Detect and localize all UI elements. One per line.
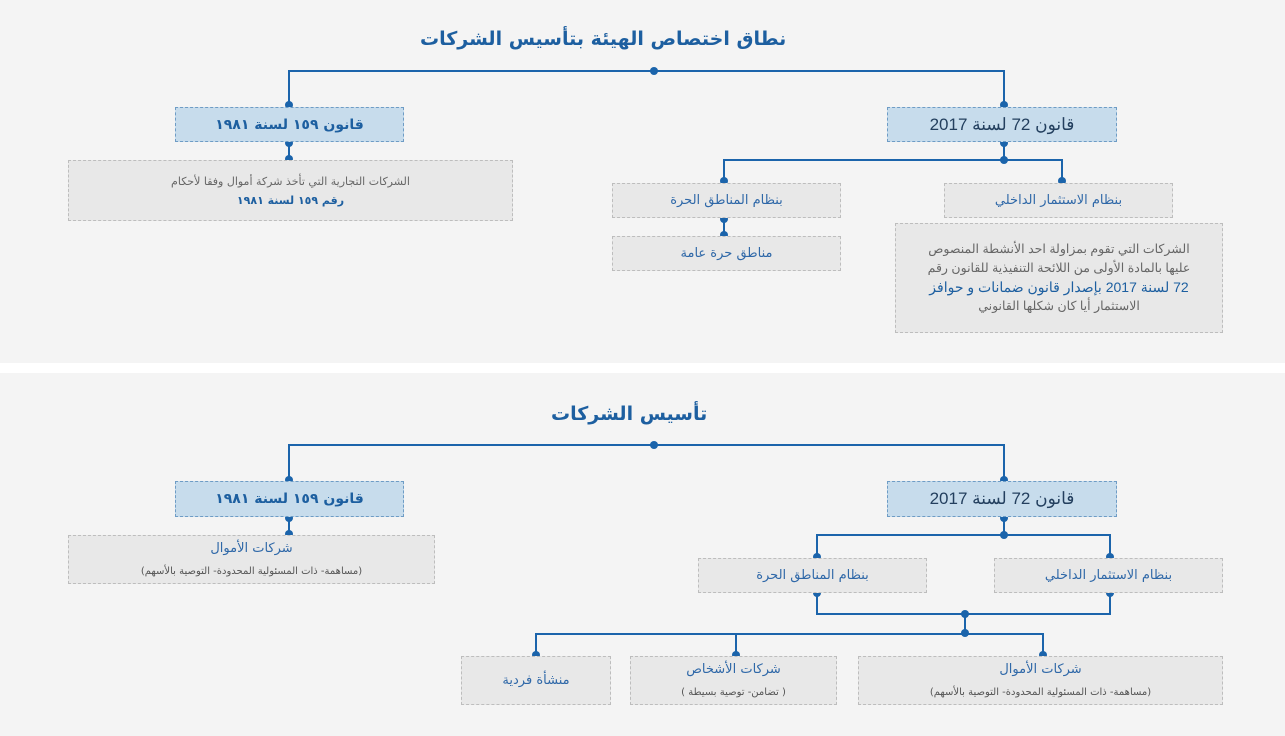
top-internal-investment-desc (895, 223, 1223, 333)
bottom-person-companies-sub: ( تضامن- توصية بسيطة ) (681, 686, 786, 698)
bottom-capital-companies-left-sub: (مساهمة- ذات المسئولية المحدودة- التوصية بالأسهم) (140, 565, 363, 577)
top-public-free-zones-node: مناطق حرة عامة (612, 236, 841, 271)
bottom-sole-establishment-node: منشأة فردية (461, 656, 611, 705)
top-internal-investment-node: بنظام الاستثمار الداخلي (944, 183, 1173, 218)
bottom-capital-companies-left (68, 535, 435, 584)
bottom-person-companies-label: شركات الأشخاص (686, 661, 781, 677)
top-law-159-desc-line2: رقم ١٥٩ لسنة ١٩٨١ (236, 193, 345, 207)
bottom-law-72-box: قانون 72 لسنة 2017 (887, 481, 1117, 517)
bottom-free-zones-node: بنظام المناطق الحرة (698, 558, 927, 593)
top-title: نطاق اختصاص الهيئة بتأسيس الشركات (420, 28, 787, 50)
top-internal-desc-line3: 72 لسنة 2017 بإصدار قانون ضمانات و حوافز (929, 279, 1189, 295)
section-divider (0, 363, 1285, 373)
top-internal-desc-line4: الاستثمار أيا كان شكلها القانوني (978, 299, 1140, 313)
top-law-159-desc-line1: الشركات التجارية التي تأخذ شركة أموال وفقا لأحكام (171, 174, 410, 188)
bottom-internal-investment-node: بنظام الاستثمار الداخلي (994, 558, 1223, 593)
bottom-capital-companies-label: شركات الأموال (999, 661, 1082, 677)
top-free-zones-node: بنظام المناطق الحرة (612, 183, 841, 218)
top-law-159-desc (68, 160, 513, 221)
top-law-72-box: قانون 72 لسنة 2017 (887, 107, 1117, 142)
top-internal-desc-line1: الشركات التي تقوم بمزاولة احد الأنشطة المنصوص (928, 242, 1190, 256)
top-internal-desc-line2-text: عليها بالمادة الأولى من اللائحة التنفيذية للقانون رقم (927, 261, 1191, 275)
bottom-capital-companies-sub: (مساهمة- ذات المسئولية المحدودة- التوصية بالأسهم) (929, 686, 1152, 698)
bottom-person-companies-node (630, 656, 837, 705)
bottom-law-159-box: قانون ١٥٩ لسنة ١٩٨١ (175, 481, 404, 517)
top-internal-desc-line2 (928, 259, 1191, 278)
bottom-capital-companies-node (858, 656, 1223, 705)
bottom-title: تأسيس الشركات (551, 403, 708, 425)
bottom-capital-companies-left-label: شركات الأموال (210, 540, 293, 556)
top-law-159-box: قانون ١٥٩ لسنة ١٩٨١ (175, 107, 404, 142)
